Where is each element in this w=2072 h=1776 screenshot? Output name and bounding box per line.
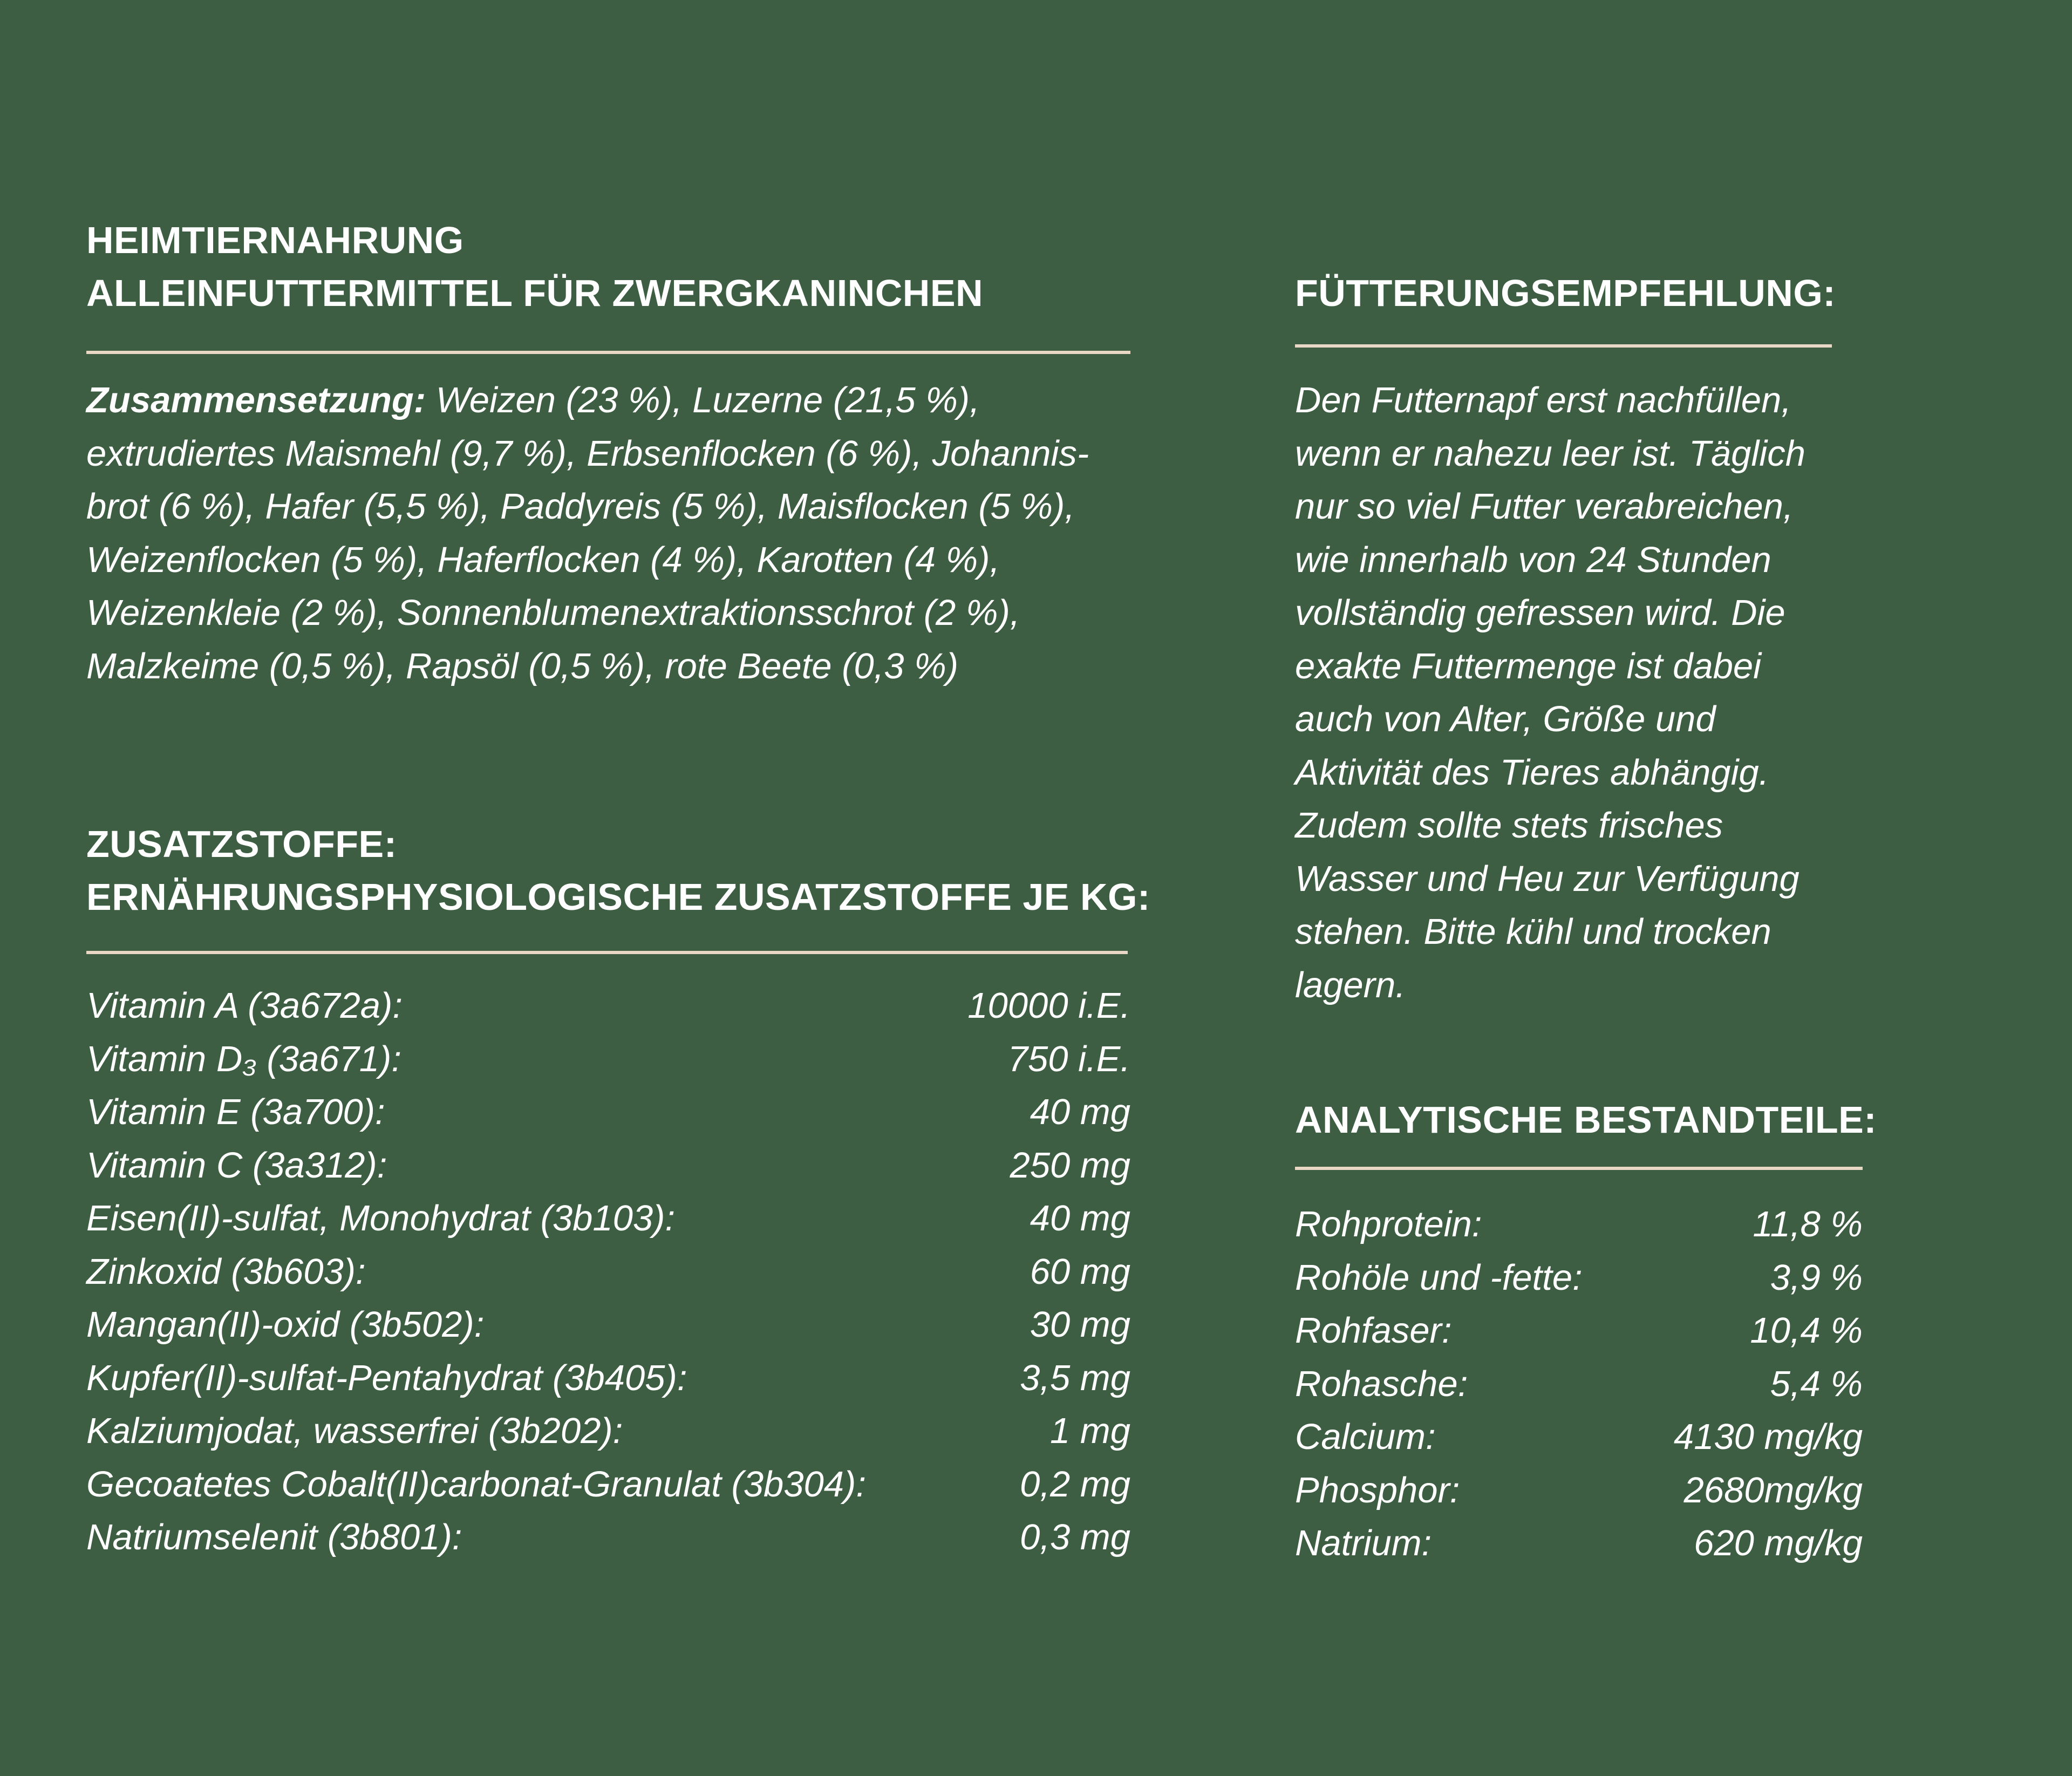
feeding-line: nur so viel Futter verabreichen, [1295,486,1794,527]
feeding-divider [1295,344,1832,348]
additive-name: Vitamin E (3a700): [86,1092,385,1132]
analytic-title [1295,1093,1877,1146]
additives-title-line-1: ZUSATZSTOFFE: [86,823,397,865]
analytic-name: Calcium: [1295,1417,1436,1457]
analytic-value: 10,4 % [1750,1310,1863,1351]
analytic-row [1295,1517,1863,1570]
product-title [86,214,1130,319]
composition-block [86,374,1130,693]
composition-line-5: Weizenkleie (2 %), Sonnenblumenextraktionsschrot (2 %), [86,593,1020,633]
additive-name: Eisen(II)-sulfat, Monohydrat (3b103): [86,1198,676,1239]
analytic-value: 3,9 % [1770,1257,1863,1298]
feeding-line: lagern. [1295,964,1406,1005]
analytic-row [1295,1198,1863,1251]
analytic-name: Rohprotein: [1295,1204,1482,1244]
additive-name: Zinkoxid (3b603): [86,1251,366,1292]
analytic-name: Rohasche: [1295,1363,1468,1404]
analytic-value: 5,4 % [1770,1363,1863,1404]
composition-line-3: brot (6 %), Hafer (5,5 %), Paddyreis (5 %), Maisflocken (5 %), [86,486,1075,527]
analytic-divider [1295,1167,1863,1170]
additive-name: Gecoatetes Cobalt(II)carbonat-Granulat (3b304): [86,1464,866,1505]
additive-name: Natriumselenit (3b801): [86,1517,462,1557]
composition-label: Zusammensetzung: [86,380,426,420]
additive-value: 10000 i.E. [967,985,1130,1026]
additive-row [86,1405,1130,1458]
feeding-line: Zudem sollte stets frisches [1295,805,1723,846]
analytic-name: Rohöle und -fette: [1295,1257,1583,1298]
additive-value: 0,3 mg [1020,1517,1130,1557]
additive-value: 40 mg [1030,1198,1130,1239]
additive-name: Vitamin D₃ (3a671): [86,1038,401,1079]
analytic-row [1295,1304,1863,1358]
analytic-name: Rohfaser: [1295,1310,1452,1351]
additive-row [86,1458,1130,1512]
composition-line-4: Weizenflocken (5 %), Haferflocken (4 %), Karotten (4 %), [86,539,1000,580]
composition-line-6: Malzkeime (0,5 %), Rapsöl (0,5 %), rote Beete (0,3 %) [86,645,959,686]
analytic-name: Phosphor: [1295,1469,1460,1510]
composition-line-2: extrudiertes Maismehl (9,7 %), Erbsenflocken (6 %), Johannis- [86,433,1089,474]
feeding-line: wie innerhalb von 24 Stunden [1295,539,1771,580]
analytic-row [1295,1251,1863,1305]
additive-row [86,1352,1130,1405]
additive-name: Vitamin A (3a672a): [86,985,403,1026]
additive-value: 1 mg [1050,1411,1130,1451]
additive-row [86,1298,1130,1352]
analytic-heading: ANALYTISCHE BESTANDTEILE: [1295,1099,1877,1141]
analytic-row [1295,1358,1863,1411]
additive-row [86,1192,1130,1246]
feeding-line: Aktivität des Tieres abhängig. [1295,752,1769,793]
additive-name: Vitamin C (3a312): [86,1145,387,1186]
additive-name: Kalziumjodat, wasserfrei (3b202): [86,1411,623,1451]
additive-row [86,1086,1130,1139]
analytic-table [1295,1198,1863,1570]
title-divider [86,351,1130,354]
product-title-line-1: HEIMTIERNAHRUNG [86,219,464,261]
additive-row [86,1511,1130,1564]
feeding-line: Wasser und Heu zur Verfügung [1295,858,1800,899]
additive-value: 30 mg [1030,1304,1130,1345]
analytic-value: 2680mg/kg [1684,1469,1863,1510]
analytic-row [1295,1464,1863,1518]
additive-name: Mangan(II)-oxid (3b502): [86,1304,485,1345]
additives-divider [86,951,1128,954]
analytic-name: Natrium: [1295,1523,1432,1563]
additive-value: 0,2 mg [1020,1464,1130,1505]
analytic-value: 620 mg/kg [1694,1523,1863,1563]
feeding-line: vollständig gefressen wird. Die [1295,593,1785,633]
additive-name: Kupfer(II)-sulfat-Pentahydrat (3b405): [86,1357,687,1398]
additive-row [86,1033,1130,1086]
feeding-line: Den Futternapf erst nachfüllen, [1295,380,1791,420]
additive-value: 250 mg [1010,1145,1130,1186]
additives-title [86,818,1150,923]
additive-row [86,979,1130,1033]
additives-title-line-2: ERNÄHRUNGSPHYSIOLOGISCHE ZUSATZSTOFFE JE KG: [86,876,1150,918]
feeding-title [1295,267,1867,319]
additive-row [86,1246,1130,1299]
feeding-line: auch von Alter, Größe und [1295,699,1716,739]
additive-value: 40 mg [1030,1092,1130,1132]
analytic-value: 11,8 % [1753,1204,1863,1244]
additive-value: 60 mg [1030,1251,1130,1292]
composition-text: Weizen (23 %), Luzerne (21,5 %), [426,380,980,420]
product-title-line-2: ALLEINFUTTERMITTEL FÜR ZWERGKANINCHEN [86,272,984,314]
feeding-line: exakte Futtermenge ist dabei [1295,645,1762,686]
feeding-line: stehen. Bitte kühl und trocken [1295,911,1771,952]
additive-value: 3,5 mg [1020,1357,1130,1398]
analytic-value: 4130 mg/kg [1673,1417,1863,1457]
analytic-row [1295,1411,1863,1464]
feeding-heading: FÜTTERUNGSEMPFEHLUNG: [1295,272,1836,314]
feeding-text [1295,374,1867,1012]
additive-row [86,1139,1130,1193]
composition-line-1 [86,374,1130,427]
additive-value: 750 i.E. [1007,1038,1130,1079]
additives-table [86,979,1130,1564]
feeding-line: wenn er nahezu leer ist. Täglich [1295,433,1805,474]
